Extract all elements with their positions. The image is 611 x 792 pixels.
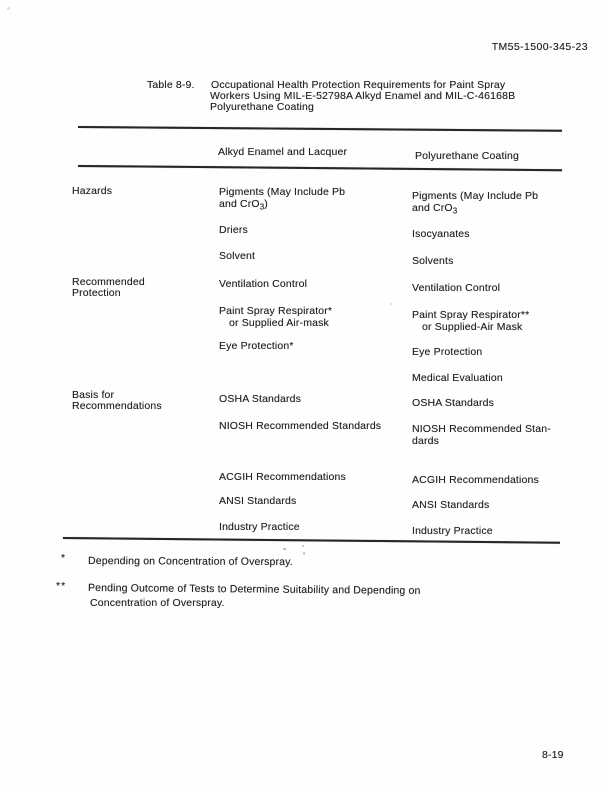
table-title-line3: Polyurethane Coating [210, 101, 314, 113]
column-header-alkyd: Alkyd Enamel and Lacquer [218, 146, 348, 158]
alkyd-pigments-line2 [219, 199, 268, 213]
table-title-line1: Occupational Health Protection Requirements for Paint Spray [211, 79, 506, 91]
poly-ventilation: Ventilation Control [412, 282, 501, 294]
footnote1-marker: * [61, 552, 67, 564]
column-header-poly: Polyurethane Coating [415, 150, 519, 162]
scan-speck [302, 545, 304, 547]
alkyd-ventilation: Ventilation Control [219, 278, 308, 290]
alkyd-pigments-line1: Pigments (May Include Pb [219, 186, 346, 198]
row-label-basis-line2: Recommendations [72, 400, 162, 412]
poly-osha: OSHA Standards [412, 397, 495, 409]
alkyd-osha: OSHA Standards [219, 393, 302, 405]
alkyd-respirator-line2: or Supplied Air-mask [229, 317, 329, 329]
alkyd-industry: Industry Practice [219, 521, 300, 533]
row-label-basis-line1: Basis for [72, 389, 115, 401]
alkyd-acgih: ACGIH Recommendations [219, 471, 346, 483]
poly-isocyanates: Isocyanates [412, 228, 470, 240]
table-title-line2: Workers Using MIL-E-52798A Alkyd Enamel and MIL-C-46168B [210, 90, 516, 102]
poly-niosh-line2: dards [412, 435, 440, 447]
alkyd-driers: Driers [219, 224, 248, 236]
poly-pigments-line1: Pigments (May Include Pb [412, 190, 539, 202]
poly-solvents: Solvents [412, 255, 454, 267]
poly-respirator-line1: Paint Spray Respirator** [412, 309, 530, 321]
pigments-formula-sub: 3 [259, 202, 265, 212]
poly-medical-evaluation: Medical Evaluation [412, 372, 503, 384]
poly-respirator-line2: or Supplied-Air Mask [422, 321, 523, 333]
poly-niosh-line1: NIOSH Recommended Stan- [412, 423, 551, 435]
alkyd-respirator-line1: Paint Spray Respirator* [219, 305, 333, 317]
poly-acgih: ACGIH Recommendations [412, 474, 539, 486]
pigments-formula-sub: 3 [452, 206, 458, 216]
table-rule-bottom [63, 537, 560, 544]
alkyd-solvent: Solvent [219, 250, 256, 262]
table-rule-top [78, 126, 562, 132]
pigments-formula-post: ) [264, 198, 268, 210]
row-label-protection-line1: Recommended [72, 276, 145, 288]
poly-ansi: ANSI Standards [412, 499, 490, 511]
table-caption-label: Table 8-9. [147, 79, 195, 91]
footnote1-text: Depending on Concentration of Overspray. [87, 555, 293, 569]
pigments-formula-pre: and CrO [412, 202, 453, 214]
footnote2-line1: Pending Outcome of Tests to Determine Suitability and Depending on [87, 582, 421, 597]
scan-speck [303, 552, 305, 555]
row-label-hazards: Hazards [72, 185, 113, 197]
scan-speck [7, 7, 10, 10]
alkyd-niosh: NIOSH Recommended Standards [219, 420, 382, 432]
scan-speck [283, 548, 286, 550]
footnote2-line2: Concentration of Overspray. [90, 597, 225, 609]
poly-pigments-line2 [412, 203, 457, 217]
alkyd-ansi: ANSI Standards [219, 495, 297, 507]
scan-speck [390, 303, 392, 305]
alkyd-eye-protection: Eye Protection* [219, 340, 294, 352]
row-label-protection-line2: Protection [72, 287, 121, 299]
page-number: 8-19 [542, 749, 564, 761]
footnote2-marker: ** [56, 580, 67, 592]
doc-number: TM55-1500-345-23 [491, 41, 588, 53]
pigments-formula-pre: and CrO [219, 198, 260, 210]
poly-eye-protection: Eye Protection [412, 346, 483, 358]
table-rule-header [78, 165, 562, 171]
poly-industry: Industry Practice [412, 525, 493, 537]
